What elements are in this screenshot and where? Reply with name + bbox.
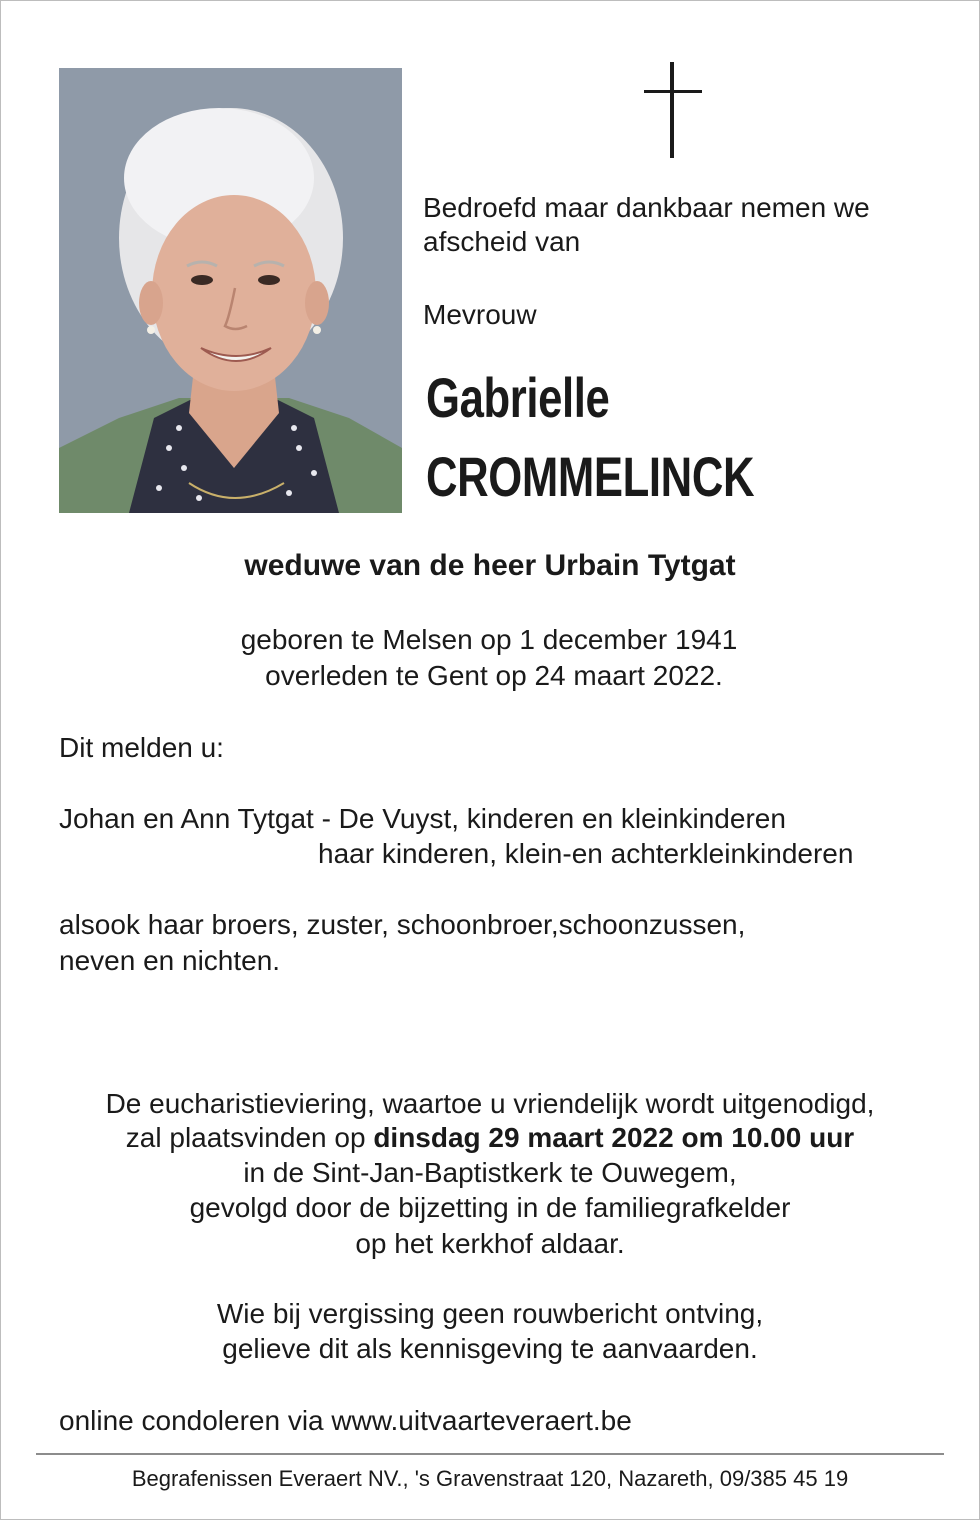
birth-line: geboren te Melsen op 1 december 1941 xyxy=(240,624,738,655)
widow-line: weduwe van de heer Urbain Tytgat xyxy=(244,549,736,582)
family-line-2: haar kinderen, klein-en achterkleinkinderen xyxy=(318,838,854,869)
portrait-photo xyxy=(59,68,402,513)
deceased-first-name: Gabrielle xyxy=(426,366,610,429)
ceremony-line-3: in de Sint-Jan-Baptistkerk te Ouwegem, xyxy=(243,1157,737,1188)
intro-line-2: afscheid van xyxy=(423,226,581,257)
ceremony-line-1: De eucharistieviering, waartoe u vriendelijk wordt uitgenodigd, xyxy=(105,1088,875,1119)
salutation: Mevrouw xyxy=(423,299,537,330)
family-line-1: Johan en Ann Tytgat - De Vuyst, kinderen en kleinkinderen xyxy=(59,803,786,834)
relatives-line-1: alsook haar broers, zuster, schoonbroer,schoonzussen, xyxy=(59,909,746,940)
ceremony-line-2 xyxy=(0,1120,980,1156)
deceased-last-name: CROMMELINCK xyxy=(426,445,755,508)
notice-line-2: gelieve dit als kennisgeving te aanvaarden. xyxy=(222,1333,758,1364)
ceremony-line-5: op het kerkhof aldaar. xyxy=(355,1228,625,1259)
death-line: overleden te Gent op 24 maart 2022. xyxy=(265,660,723,691)
notice-line-1: Wie bij vergissing geen rouwbericht ontving, xyxy=(216,1298,764,1329)
footer-divider xyxy=(36,1453,944,1455)
footer-undertaker: Begrafenissen Everaert NV., 's Gravenstraat 120, Nazareth, 09/385 45 19 xyxy=(131,1466,849,1491)
ceremony-prefix: zal plaatsvinden op xyxy=(125,1122,374,1153)
relatives-line-2: neven en nichten. xyxy=(59,945,281,976)
cross-icon xyxy=(644,62,702,158)
announce-label: Dit melden u: xyxy=(59,732,224,763)
intro-line-1: Bedroefd maar dankbaar nemen we xyxy=(423,192,870,223)
ceremony-date-time: dinsdag 29 maart 2022 om 10.00 uur xyxy=(373,1122,855,1153)
ceremony-line-4: gevolgd door de bijzetting in de familiegrafkelder xyxy=(189,1192,791,1223)
online-condolence: online condoleren via www.uitvaarteveraert.be xyxy=(59,1405,632,1436)
